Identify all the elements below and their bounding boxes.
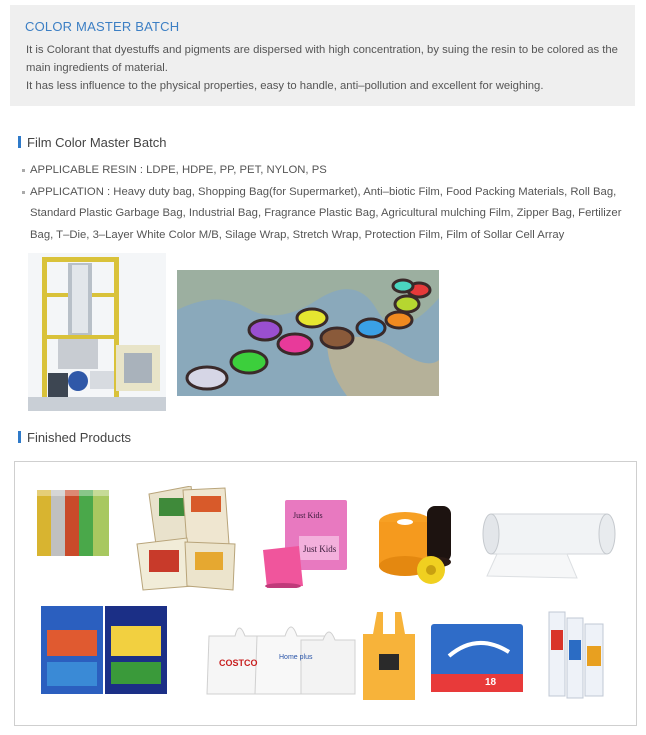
finished-products-box	[14, 461, 637, 726]
finished-section-title	[18, 430, 131, 445]
section-bar-icon	[18, 136, 21, 148]
resin-bullet	[22, 160, 634, 182]
shopping-bags-image	[205, 616, 357, 696]
just-kids-label: Just Kids	[293, 511, 323, 520]
film-section-label: Film Color Master Batch	[27, 135, 167, 150]
white-film-roll-image	[477, 506, 617, 580]
bullet-dot-icon	[22, 191, 25, 194]
application-text: APPLICATION : Heavy duty bag, Shopping Bag(for Supermarket), Anti–biotic Film, Food Packing Materials, Roll Bag, Standard Plastic Garbage Bag, Industrial Bag, Fragrance Plastic Bag, Agricultural mulching Film, Zipper Bag, Fertilizer Bag, T–Die, 3–Layer White Color M/B, Silage Wrap, Stretch Wrap, Protection Film, Film of Sollar Cell Array	[30, 185, 622, 241]
orange-carrier-bag-image	[361, 610, 417, 702]
pink-garbage-bags-image	[259, 496, 351, 588]
intro-title: COLOR MASTER BATCH	[25, 19, 180, 34]
color-pellets-image	[177, 270, 439, 396]
costco-label: COSTCO	[219, 658, 258, 668]
blown-film-machine-image	[28, 253, 166, 411]
intro-line-1: It is Colorant that dyestuffs and pigments are dispersed with high concentration, by suing the resin to be colored as the main ingredients of material.	[26, 44, 618, 74]
colored-tape-rolls-image	[375, 500, 465, 586]
pack-count-label: 18	[485, 677, 497, 688]
intro-panel	[10, 5, 635, 106]
fertilizer-bags-image	[39, 604, 169, 696]
diaper-pack-image	[429, 622, 525, 694]
section-bar-icon	[18, 431, 21, 443]
just-kids-label-2: Just Kids	[303, 544, 337, 554]
intro-text	[26, 41, 626, 95]
zipper-bags-image	[543, 610, 609, 700]
printed-food-bags-image	[129, 486, 241, 592]
film-section-title	[18, 135, 166, 150]
metallic-film-rolls-image	[35, 488, 113, 558]
application-bullet	[22, 182, 634, 247]
bullet-dot-icon	[22, 169, 25, 172]
homeplus-label: Home plus	[279, 654, 313, 661]
film-bullets	[22, 160, 634, 246]
finished-section-label: Finished Products	[27, 430, 132, 445]
intro-line-2: It has less influence to the physical properties, easy to handle, anti–pollution and excellent for weighing.	[26, 80, 544, 92]
resin-text: APPLICABLE RESIN : LDPE, HDPE, PP, PET, NYLON, PS	[30, 164, 327, 176]
